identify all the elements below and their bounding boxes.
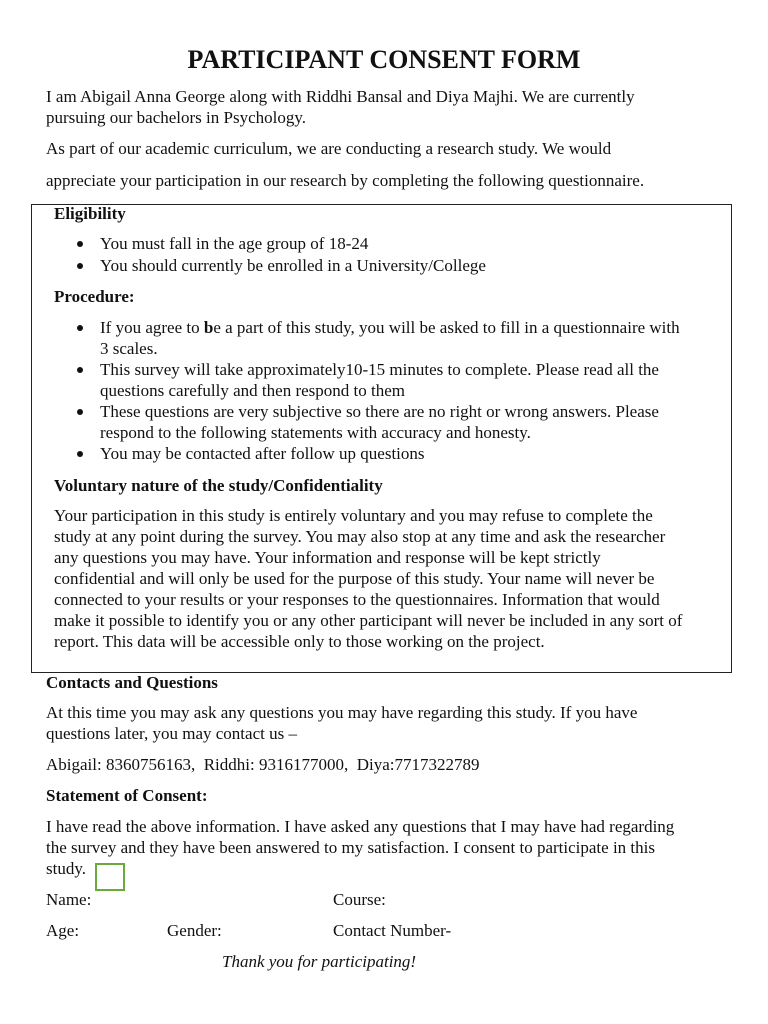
name-field-label: Name: <box>46 890 92 909</box>
procedure-bold-letter: b <box>203 318 214 337</box>
procedure-heading: Procedure: <box>54 287 135 306</box>
voluntary-line: make it possible to identify you or any other participant will never be included in any sort of <box>54 611 683 630</box>
voluntary-heading: Voluntary nature of the study/Confidentiality <box>54 476 383 495</box>
intro-line: As part of our academic curriculum, we are conducting a research study. We would <box>46 139 612 158</box>
contact-numbers: Abigail: 8360756163, Riddhi: 9316177000, Diya:7717322789 <box>46 755 480 774</box>
eligibility-item: You should currently be enrolled in a University/College <box>100 256 486 275</box>
procedure-text: e a part of this study, you will be asked to fill in a questionnaire with <box>213 318 680 337</box>
eligibility-item: You must fall in the age group of 18-24 <box>100 234 369 253</box>
contacts-heading: Contacts and Questions <box>46 673 218 692</box>
consent-line: I have read the above information. I have asked any questions that I may have had regarding <box>46 817 675 836</box>
procedure-item <box>100 318 680 338</box>
contact-number-field-label: Contact Number- <box>333 921 452 940</box>
consent-line: the survey and they have been answered to my satisfaction. I consent to participate in this <box>46 838 655 857</box>
procedure-item: This survey will take approximately10-15 minutes to complete. Please read all the <box>100 360 659 379</box>
bullet-icon <box>77 263 83 269</box>
contacts-line: questions later, you may contact us – <box>46 724 297 743</box>
page-title: PARTICIPANT CONSENT FORM <box>187 45 581 74</box>
eligibility-heading: Eligibility <box>54 204 126 223</box>
intro-line: I am Abigail Anna George along with Riddhi Bansal and Diya Majhi. We are currently <box>46 87 635 106</box>
age-field-label: Age: <box>46 921 80 940</box>
intro-line: appreciate your participation in our research by completing the following questionnaire. <box>46 171 645 190</box>
voluntary-line: report. This data will be accessible only to those working on the project. <box>54 632 545 651</box>
procedure-item: These questions are very subjective so there are no right or wrong answers. Please <box>100 402 659 421</box>
bullet-icon <box>77 367 83 373</box>
voluntary-line: study at any point during the survey. You may also stop at any time and ask the researcher <box>54 527 666 546</box>
consent-line: study. <box>46 859 86 878</box>
voluntary-line: any questions you may have. Your information and response will be kept strictly <box>54 548 601 567</box>
closing-message: Thank you for participating! <box>222 952 417 971</box>
procedure-text: If you agree to <box>100 318 204 337</box>
voluntary-line: Your participation in this study is entirely voluntary and you may refuse to complete the <box>54 506 653 525</box>
procedure-item-continued: 3 scales. <box>100 339 158 358</box>
bullet-icon <box>77 241 83 247</box>
voluntary-line: connected to your results or your responses to the questionnaires. Information that would <box>54 590 660 609</box>
procedure-item-continued: questions carefully and then respond to them <box>100 381 405 400</box>
contacts-line: At this time you may ask any questions you may have regarding this study. If you have <box>46 703 638 722</box>
bullet-icon <box>77 409 83 415</box>
procedure-item-continued: respond to the following statements with accuracy and honesty. <box>100 423 531 442</box>
bullet-icon <box>77 325 83 331</box>
consent-heading: Statement of Consent: <box>46 786 208 805</box>
consent-checkbox[interactable] <box>95 863 125 891</box>
intro-line: pursuing our bachelors in Psychology. <box>46 108 307 127</box>
voluntary-line: confidential and will only be used for the purpose of this study. Your name will never be <box>54 569 655 588</box>
procedure-item: You may be contacted after follow up questions <box>100 444 425 463</box>
course-field-label: Course: <box>333 890 386 909</box>
gender-field-label: Gender: <box>167 921 222 940</box>
bullet-icon <box>77 451 83 457</box>
